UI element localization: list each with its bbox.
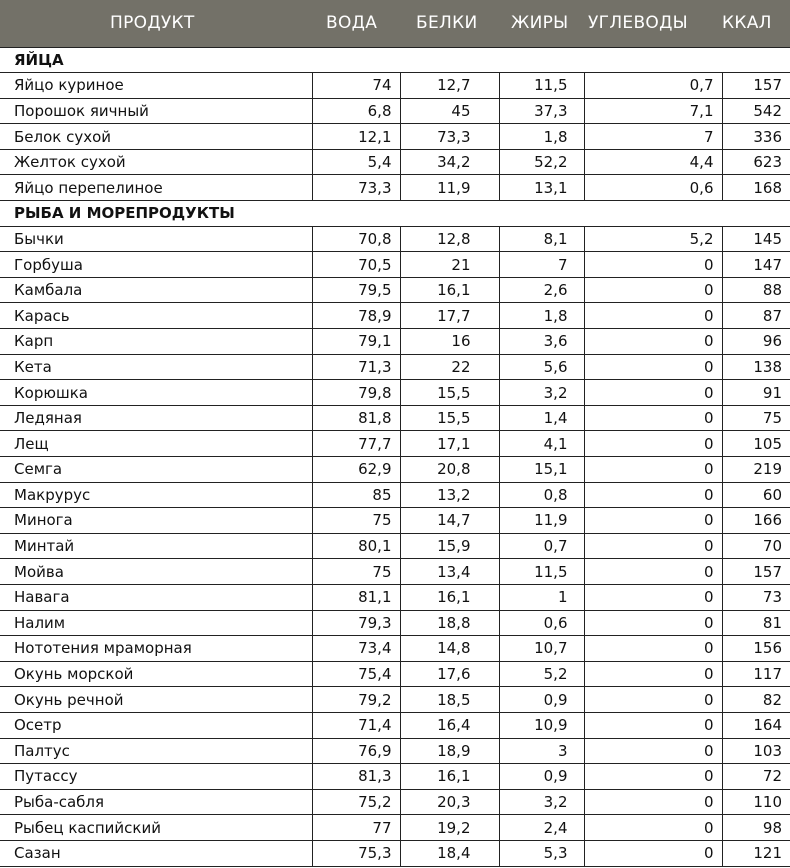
protein-value: 20,8 — [400, 457, 499, 483]
table-row — [0, 738, 790, 764]
kcal-value: 60 — [722, 482, 790, 508]
kcal-value: 81 — [722, 610, 790, 636]
fat-value: 0,7 — [499, 533, 584, 559]
water-value: 78,9 — [312, 303, 400, 329]
fat-value: 15,1 — [499, 457, 584, 483]
product-name: Карась — [0, 303, 312, 329]
water-value: 77 — [312, 815, 400, 841]
fat-value: 13,1 — [499, 175, 584, 201]
kcal-value: 117 — [722, 661, 790, 687]
product-name: Желток сухой — [0, 149, 312, 175]
water-value: 12,1 — [312, 124, 400, 150]
table-row — [0, 815, 790, 841]
protein-value: 14,8 — [400, 636, 499, 662]
carbs-value: 0 — [584, 508, 722, 534]
product-name: Корюшка — [0, 380, 312, 406]
table-row — [0, 687, 790, 713]
protein-value: 18,9 — [400, 738, 499, 764]
kcal-value: 121 — [722, 840, 790, 866]
protein-value: 18,5 — [400, 687, 499, 713]
product-name: Бычки — [0, 226, 312, 252]
water-value: 75,3 — [312, 840, 400, 866]
product-name: Камбала — [0, 277, 312, 303]
kcal-value: 88 — [722, 277, 790, 303]
header-carbs: УГЛЕВОДЫ — [588, 13, 688, 34]
table-row — [0, 533, 790, 559]
protein-value: 20,3 — [400, 789, 499, 815]
table-row — [0, 380, 790, 406]
kcal-value: 542 — [722, 98, 790, 124]
product-name: Рыбец каспийский — [0, 815, 312, 841]
water-value: 62,9 — [312, 457, 400, 483]
table-row — [0, 636, 790, 662]
protein-value: 21 — [400, 252, 499, 278]
carbs-value: 5,2 — [584, 226, 722, 252]
carbs-value: 0 — [584, 559, 722, 585]
kcal-value: 73 — [722, 584, 790, 610]
fat-value: 10,7 — [499, 636, 584, 662]
fat-value: 5,3 — [499, 840, 584, 866]
water-value: 71,4 — [312, 712, 400, 738]
product-name: Порошок яичный — [0, 98, 312, 124]
fat-value: 5,6 — [499, 354, 584, 380]
table-row — [0, 482, 790, 508]
table-row — [0, 277, 790, 303]
section-row — [0, 47, 790, 73]
product-name: Минтай — [0, 533, 312, 559]
water-value: 71,3 — [312, 354, 400, 380]
kcal-value: 138 — [722, 354, 790, 380]
fat-value: 3,2 — [499, 380, 584, 406]
carbs-value: 0 — [584, 457, 722, 483]
carbs-value: 0 — [584, 687, 722, 713]
section-title: РЫБА И МОРЕПРОДУКТЫ — [0, 201, 790, 227]
kcal-value: 70 — [722, 533, 790, 559]
table-row — [0, 124, 790, 150]
protein-value: 17,1 — [400, 431, 499, 457]
kcal-value: 168 — [722, 175, 790, 201]
kcal-value: 82 — [722, 687, 790, 713]
product-name: Яйцо куриное — [0, 73, 312, 99]
carbs-value: 0 — [584, 252, 722, 278]
carbs-value: 0 — [584, 789, 722, 815]
water-value: 5,4 — [312, 149, 400, 175]
protein-value: 17,7 — [400, 303, 499, 329]
carbs-value: 0 — [584, 661, 722, 687]
kcal-value: 164 — [722, 712, 790, 738]
fat-value: 10,9 — [499, 712, 584, 738]
table-row — [0, 252, 790, 278]
kcal-value: 219 — [722, 457, 790, 483]
carbs-value: 0 — [584, 277, 722, 303]
protein-value: 11,9 — [400, 175, 499, 201]
kcal-value: 75 — [722, 405, 790, 431]
water-value: 85 — [312, 482, 400, 508]
table-row — [0, 661, 790, 687]
protein-value: 16 — [400, 329, 499, 355]
water-value: 70,5 — [312, 252, 400, 278]
water-value: 79,5 — [312, 277, 400, 303]
kcal-value: 157 — [722, 73, 790, 99]
section-row — [0, 201, 790, 227]
table-row — [0, 610, 790, 636]
fat-value: 0,9 — [499, 764, 584, 790]
protein-value: 12,7 — [400, 73, 499, 99]
product-name: Осетр — [0, 712, 312, 738]
carbs-value: 0 — [584, 380, 722, 406]
table-row — [0, 840, 790, 866]
fat-value: 7 — [499, 252, 584, 278]
product-name: Лещ — [0, 431, 312, 457]
table-row — [0, 226, 790, 252]
table-row — [0, 508, 790, 534]
carbs-value: 0 — [584, 840, 722, 866]
fat-value: 4,1 — [499, 431, 584, 457]
fat-value: 11,5 — [499, 73, 584, 99]
water-value: 75,2 — [312, 789, 400, 815]
carbs-value: 0 — [584, 610, 722, 636]
product-name: Нототения мраморная — [0, 636, 312, 662]
table-row — [0, 405, 790, 431]
table-row — [0, 175, 790, 201]
fat-value: 52,2 — [499, 149, 584, 175]
product-name: Семга — [0, 457, 312, 483]
kcal-value: 145 — [722, 226, 790, 252]
carbs-value: 0 — [584, 712, 722, 738]
protein-value: 15,5 — [400, 405, 499, 431]
carbs-value: 0 — [584, 431, 722, 457]
protein-value: 22 — [400, 354, 499, 380]
kcal-value: 147 — [722, 252, 790, 278]
fat-value: 0,8 — [499, 482, 584, 508]
water-value: 75,4 — [312, 661, 400, 687]
water-value: 75 — [312, 508, 400, 534]
header-product: ПРОДУКТ — [110, 13, 195, 34]
fat-value: 1,8 — [499, 303, 584, 329]
water-value: 80,1 — [312, 533, 400, 559]
carbs-value: 0 — [584, 636, 722, 662]
carbs-value: 0 — [584, 303, 722, 329]
water-value: 73,4 — [312, 636, 400, 662]
fat-value: 2,4 — [499, 815, 584, 841]
water-value: 81,8 — [312, 405, 400, 431]
fat-value: 8,1 — [499, 226, 584, 252]
kcal-value: 623 — [722, 149, 790, 175]
header-protein: БЕЛКИ — [416, 13, 478, 34]
protein-value: 13,4 — [400, 559, 499, 585]
product-name: Окунь морской — [0, 661, 312, 687]
fat-value: 11,5 — [499, 559, 584, 585]
kcal-value: 156 — [722, 636, 790, 662]
header-row — [0, 0, 790, 47]
protein-value: 73,3 — [400, 124, 499, 150]
table-row — [0, 98, 790, 124]
product-name: Палтус — [0, 738, 312, 764]
carbs-value: 4,4 — [584, 149, 722, 175]
section-title: ЯЙЦА — [0, 47, 790, 73]
header-kcal: ККАЛ — [722, 13, 772, 34]
product-name: Макрурус — [0, 482, 312, 508]
product-name: Окунь речной — [0, 687, 312, 713]
protein-value: 19,2 — [400, 815, 499, 841]
carbs-value: 0 — [584, 764, 722, 790]
product-name: Карп — [0, 329, 312, 355]
water-value: 77,7 — [312, 431, 400, 457]
fat-value: 1 — [499, 584, 584, 610]
carbs-value: 0 — [584, 584, 722, 610]
fat-value: 0,9 — [499, 687, 584, 713]
kcal-value: 91 — [722, 380, 790, 406]
carbs-value: 0 — [584, 329, 722, 355]
table-row — [0, 73, 790, 99]
product-name: Яйцо перепелиное — [0, 175, 312, 201]
kcal-value: 157 — [722, 559, 790, 585]
fat-value: 11,9 — [499, 508, 584, 534]
fat-value: 0,6 — [499, 610, 584, 636]
protein-value: 12,8 — [400, 226, 499, 252]
water-value: 79,1 — [312, 329, 400, 355]
fat-value: 1,8 — [499, 124, 584, 150]
table-row — [0, 329, 790, 355]
protein-value: 18,8 — [400, 610, 499, 636]
product-name: Путассу — [0, 764, 312, 790]
kcal-value: 110 — [722, 789, 790, 815]
carbs-value: 0 — [584, 482, 722, 508]
carbs-value: 0 — [584, 533, 722, 559]
water-value: 75 — [312, 559, 400, 585]
water-value: 81,3 — [312, 764, 400, 790]
water-value: 73,3 — [312, 175, 400, 201]
protein-value: 16,1 — [400, 584, 499, 610]
fat-value: 3,2 — [499, 789, 584, 815]
table-row — [0, 789, 790, 815]
water-value: 70,8 — [312, 226, 400, 252]
carbs-value: 0 — [584, 405, 722, 431]
kcal-value: 336 — [722, 124, 790, 150]
protein-value: 45 — [400, 98, 499, 124]
carbs-value: 7,1 — [584, 98, 722, 124]
product-name: Рыба-сабля — [0, 789, 312, 815]
kcal-value: 72 — [722, 764, 790, 790]
fat-value: 3 — [499, 738, 584, 764]
table-row — [0, 764, 790, 790]
kcal-value: 98 — [722, 815, 790, 841]
carbs-value: 0 — [584, 738, 722, 764]
water-value: 6,8 — [312, 98, 400, 124]
table-row — [0, 457, 790, 483]
water-value: 79,8 — [312, 380, 400, 406]
protein-value: 17,6 — [400, 661, 499, 687]
table-row — [0, 354, 790, 380]
carbs-value: 0 — [584, 815, 722, 841]
kcal-value: 96 — [722, 329, 790, 355]
table-row — [0, 559, 790, 585]
protein-value: 16,1 — [400, 277, 499, 303]
kcal-value: 103 — [722, 738, 790, 764]
carbs-value: 0,6 — [584, 175, 722, 201]
water-value: 74 — [312, 73, 400, 99]
protein-value: 14,7 — [400, 508, 499, 534]
protein-value: 16,1 — [400, 764, 499, 790]
fat-value: 1,4 — [499, 405, 584, 431]
water-value: 79,2 — [312, 687, 400, 713]
carbs-value: 0,7 — [584, 73, 722, 99]
protein-value: 15,9 — [400, 533, 499, 559]
protein-value: 13,2 — [400, 482, 499, 508]
product-name: Белок сухой — [0, 124, 312, 150]
fat-value: 37,3 — [499, 98, 584, 124]
product-name: Кета — [0, 354, 312, 380]
product-name: Навага — [0, 584, 312, 610]
table-row — [0, 303, 790, 329]
table-row — [0, 584, 790, 610]
product-name: Минога — [0, 508, 312, 534]
fat-value: 3,6 — [499, 329, 584, 355]
product-name: Сазан — [0, 840, 312, 866]
water-value: 81,1 — [312, 584, 400, 610]
header-water: ВОДА — [326, 13, 378, 34]
kcal-value: 166 — [722, 508, 790, 534]
fat-value: 5,2 — [499, 661, 584, 687]
kcal-value: 105 — [722, 431, 790, 457]
header-fat: ЖИРЫ — [511, 13, 569, 34]
product-name: Ледяная — [0, 405, 312, 431]
water-value: 79,3 — [312, 610, 400, 636]
table-row — [0, 149, 790, 175]
table-row — [0, 431, 790, 457]
water-value: 76,9 — [312, 738, 400, 764]
fat-value: 2,6 — [499, 277, 584, 303]
carbs-value: 0 — [584, 354, 722, 380]
carbs-value: 7 — [584, 124, 722, 150]
protein-value: 34,2 — [400, 149, 499, 175]
protein-value: 18,4 — [400, 840, 499, 866]
product-name: Мойва — [0, 559, 312, 585]
product-name: Горбуша — [0, 252, 312, 278]
table-body — [0, 47, 790, 866]
product-name: Налим — [0, 610, 312, 636]
table-row — [0, 712, 790, 738]
kcal-value: 87 — [722, 303, 790, 329]
protein-value: 16,4 — [400, 712, 499, 738]
protein-value: 15,5 — [400, 380, 499, 406]
